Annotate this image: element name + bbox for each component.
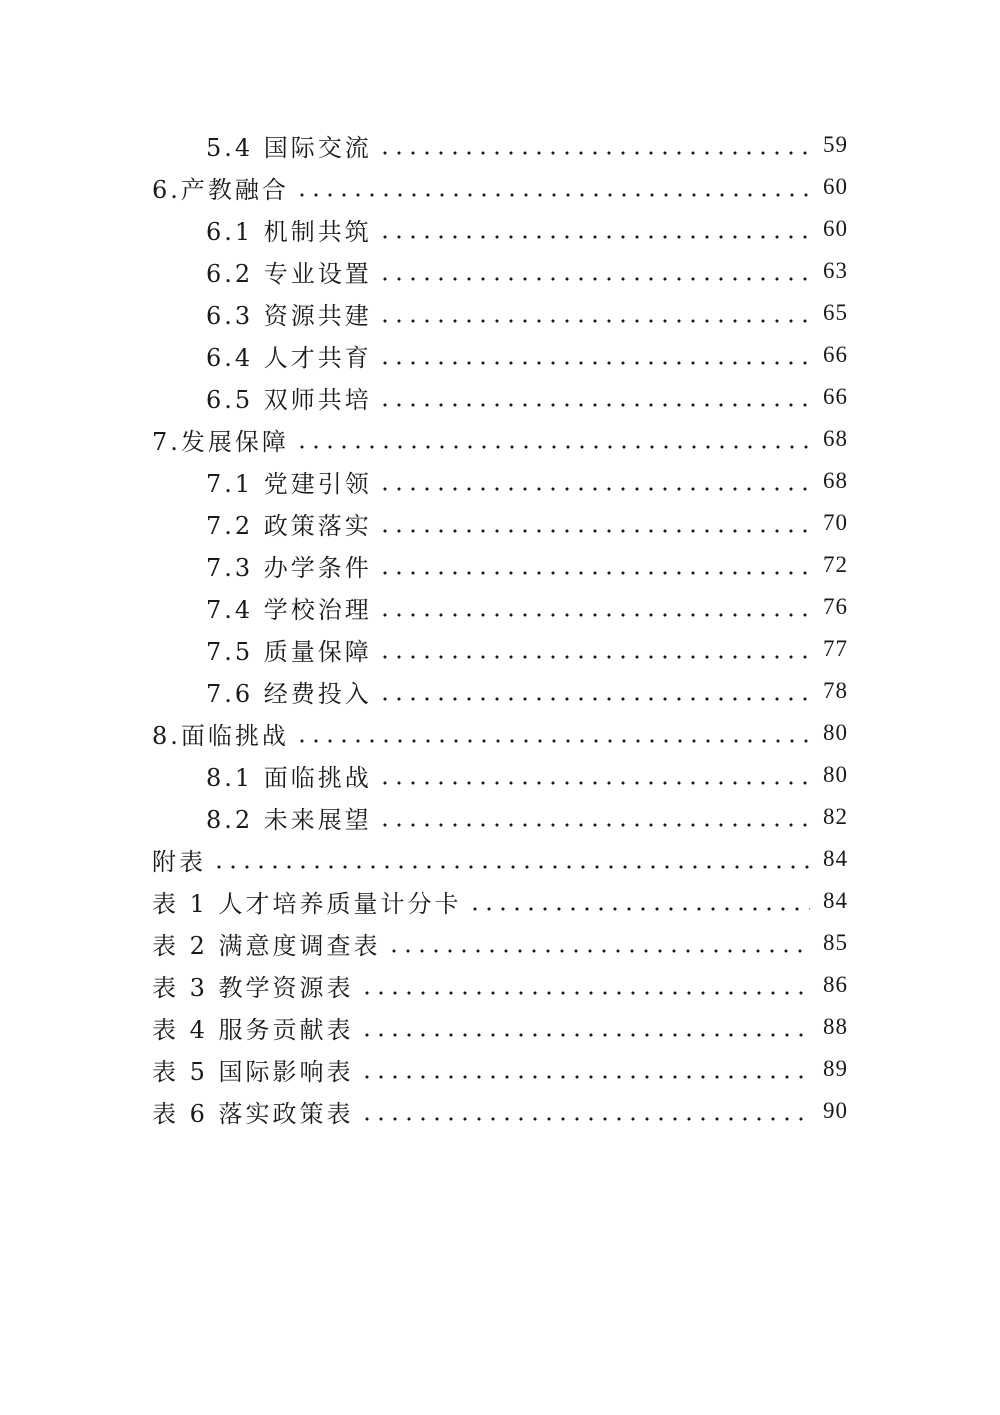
dot-leader (295, 427, 810, 451)
toc-entry-page-number: 78 (823, 678, 848, 703)
toc-entry-page-number: 80 (823, 720, 848, 745)
toc-entry[interactable] (0, 334, 1000, 376)
toc-entry-page-number: 76 (823, 594, 848, 619)
toc-entry-title: 表 6 落实政策表 (152, 1099, 354, 1128)
toc-entry-page-number: 77 (823, 636, 848, 661)
toc-entry-title: 7.发展保障 (152, 427, 289, 456)
toc-entry-page-number: 66 (823, 342, 848, 367)
toc-entry-title: 8.1 面临挑战 (206, 763, 372, 792)
toc-entry-title: 7.2 政策落实 (206, 511, 372, 540)
toc-entry-page-number: 84 (823, 888, 848, 913)
toc-entry[interactable] (0, 544, 1000, 586)
toc-entry-page-number: 59 (823, 132, 848, 157)
toc-entry[interactable] (0, 1090, 1000, 1132)
toc-entry-title: 附表 (152, 847, 206, 876)
toc-entry-title: 7.5 质量保障 (206, 637, 372, 666)
dot-leader (378, 511, 810, 535)
toc-entry-title: 5.4 国际交流 (206, 133, 372, 162)
toc-entry[interactable] (0, 1006, 1000, 1048)
toc-entry-title: 表 3 教学资源表 (152, 973, 354, 1002)
dot-leader (378, 469, 810, 493)
dot-leader (378, 637, 810, 661)
dot-leader (378, 133, 810, 157)
toc-entry[interactable] (0, 964, 1000, 1006)
toc-entry-page-number: 68 (823, 468, 848, 493)
dot-leader (360, 1015, 810, 1039)
toc-entry-title: 6.1 机制共筑 (206, 217, 372, 246)
toc-entry-page-number: 72 (823, 552, 848, 577)
toc-entry-title: 7.6 经费投入 (206, 679, 372, 708)
toc-entry-title: 6.产教融合 (152, 175, 289, 204)
toc-entry-page-number: 63 (823, 258, 848, 283)
toc-entry[interactable] (0, 292, 1000, 334)
toc-entry[interactable] (0, 712, 1000, 754)
dot-leader (360, 1099, 810, 1123)
toc-entry[interactable] (0, 124, 1000, 166)
dot-leader (378, 217, 810, 241)
toc-entry-title: 表 5 国际影响表 (152, 1057, 354, 1086)
toc-entry-title: 表 2 满意度调查表 (152, 931, 381, 960)
dot-leader (212, 847, 810, 871)
toc-entry-title: 6.2 专业设置 (206, 259, 372, 288)
dot-leader (378, 343, 810, 367)
toc-entry-title: 表 1 人才培养质量计分卡 (152, 889, 462, 918)
toc-entry-title: 7.3 办学条件 (206, 553, 372, 582)
toc-entry[interactable] (0, 208, 1000, 250)
toc-entry[interactable] (0, 166, 1000, 208)
toc-entry-page-number: 60 (823, 216, 848, 241)
toc-entry-page-number: 89 (823, 1056, 848, 1081)
toc-entry[interactable] (0, 796, 1000, 838)
toc-entry[interactable] (0, 922, 1000, 964)
dot-leader (378, 679, 810, 703)
dot-leader (468, 889, 810, 913)
toc-entry[interactable] (0, 880, 1000, 922)
toc-entry-page-number: 86 (823, 972, 848, 997)
toc-entry-page-number: 88 (823, 1014, 848, 1039)
toc-entry-page-number: 65 (823, 300, 848, 325)
dot-leader (378, 259, 810, 283)
toc-entry[interactable] (0, 418, 1000, 460)
toc-entry-page-number: 84 (823, 846, 848, 871)
toc-entry[interactable] (0, 250, 1000, 292)
toc-entry-title: 6.3 资源共建 (206, 301, 372, 330)
toc-entry-page-number: 82 (823, 804, 848, 829)
dot-leader (378, 553, 810, 577)
toc-entry-page-number: 66 (823, 384, 848, 409)
dot-leader (387, 931, 810, 955)
toc-entry-title: 6.5 双师共培 (206, 385, 372, 414)
toc-entry-page-number: 70 (823, 510, 848, 535)
toc-entry[interactable] (0, 460, 1000, 502)
dot-leader (378, 763, 810, 787)
toc-entry[interactable] (0, 754, 1000, 796)
toc-entry[interactable] (0, 502, 1000, 544)
toc-entry-title: 表 4 服务贡献表 (152, 1015, 354, 1044)
toc-entry-page-number: 68 (823, 426, 848, 451)
toc-entry-title: 6.4 人才共育 (206, 343, 372, 372)
toc-entry-page-number: 80 (823, 762, 848, 787)
toc-entry[interactable] (0, 838, 1000, 880)
dot-leader (378, 595, 810, 619)
dot-leader (378, 301, 810, 325)
dot-leader (378, 385, 810, 409)
toc-entry[interactable] (0, 1048, 1000, 1090)
toc-entry-title: 8.2 未来展望 (206, 805, 372, 834)
toc-entry-title: 8.面临挑战 (152, 721, 289, 750)
toc-entry-page-number: 90 (823, 1098, 848, 1123)
dot-leader (360, 1057, 810, 1081)
toc-entry[interactable] (0, 670, 1000, 712)
dot-leader (360, 973, 810, 997)
table-of-contents (0, 124, 1000, 1132)
toc-entry-title: 7.4 学校治理 (206, 595, 372, 624)
dot-leader (295, 175, 810, 199)
dot-leader (295, 721, 810, 745)
toc-entry-title: 7.1 党建引领 (206, 469, 372, 498)
toc-entry-page-number: 60 (823, 174, 848, 199)
dot-leader (378, 805, 810, 829)
toc-entry[interactable] (0, 586, 1000, 628)
toc-entry[interactable] (0, 376, 1000, 418)
toc-entry[interactable] (0, 628, 1000, 670)
toc-entry-page-number: 85 (823, 930, 848, 955)
